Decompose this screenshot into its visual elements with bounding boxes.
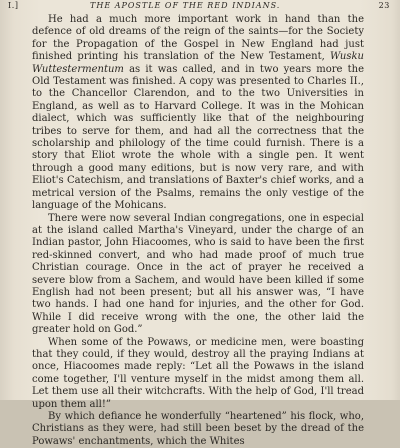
paragraph: By which defiance he wonderfully “heartened” his flock, who, Christians as they were, had still been beset by the dread of the Powaws' enchantments, which the Whites <box>32 411 364 447</box>
chapter-number: I.] <box>8 1 19 10</box>
paragraph: When some of the Powaws, or medicine men, were boasting that they could, if they would, destroy all the praying Indians at once, Hiacoomes made reply: “Let all the Powaws in the island come together, I'll venture myself in the midst among them all. Let them use all their witchcrafts. With the help of God, I'll tread upon them all!” <box>32 336 364 410</box>
paragraph-text: as it was called, and in two years more the Old Testament was finished. A copy was presented to Charles II., to the Chancellor Clarendon, and to the two Universities in England, as well as to Harvard College. It was in the Mohican dialect, which was sufficiently like that of the neighbouring tribes to serve for them, and had all the correctness that the scholarship and philology of the time could furnish. There is a story that Eliot wrote the whole with a single pen. It went through a good many editions, but is now very rare, and with Eliot's Catechism, and translations of Baxter's chief works, and a metrical version of the Psalms, remains the only vestige of the language of the Mohicans. <box>32 63 364 212</box>
page-number: 23 <box>378 1 390 10</box>
running-title: THE APOSTLE OF THE RED INDIANS. <box>90 1 281 10</box>
running-header <box>8 0 390 12</box>
body-text <box>32 14 364 448</box>
paragraph <box>32 14 364 213</box>
paragraph: There were now several Indian congregations, one in especial at the island called Martha's Vineyard, under the charge of an Indian pastor, John Hiacoomes, who is said to have been the first red-skinned convert, and who had made proof of much true Christian courage. Once in the act of prayer he received a severe blow from a Sachem, and would have been killed if some English had not been present; but all his answer was, “I have two hands. I had one hand for injuries, and the other for God. While I did receive wrong with the one, the other laid the greater hold on God.” <box>32 212 364 336</box>
paragraph-text: He had a much more important work in hand than the defence of old dreams of the reign of the saints—for the Society for the Propagation of the Gospel in New England had just finished printing his translation of the New Testament, <box>32 14 364 63</box>
book-title-italic: Wusku Wuttestermentum <box>32 51 364 75</box>
